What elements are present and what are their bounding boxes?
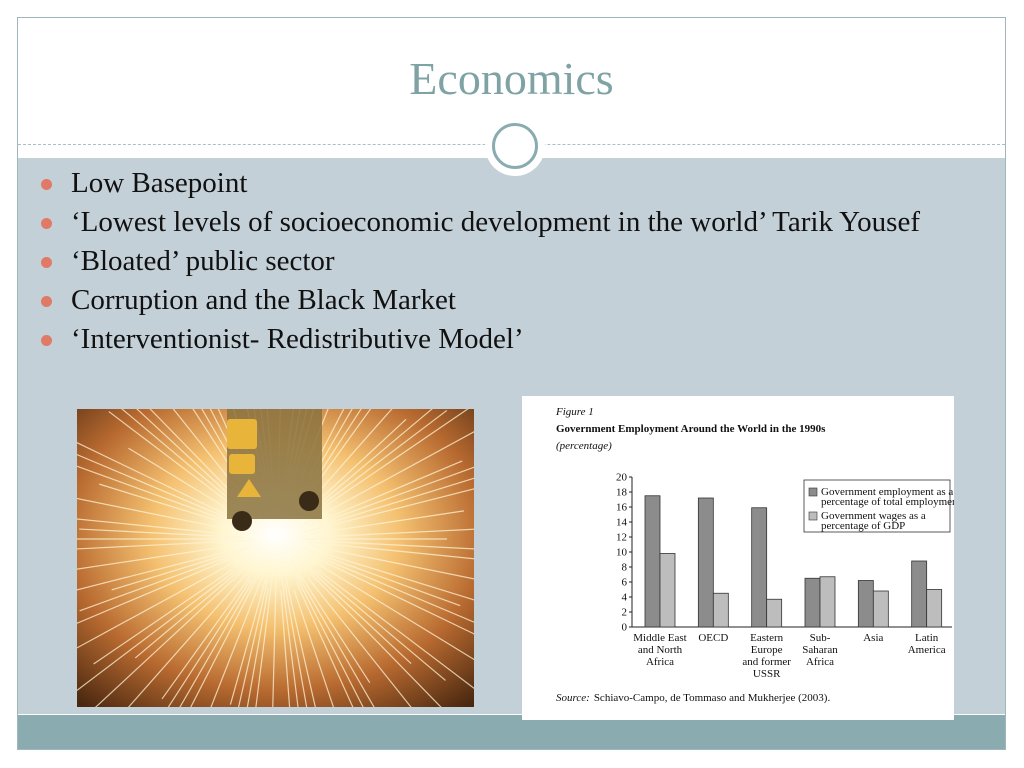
source-text: Schiavo-Campo, de Tommaso and Mukherjee (2003). bbox=[593, 692, 831, 704]
bar-employment bbox=[912, 561, 927, 627]
bullet-item bbox=[41, 168, 981, 199]
bar-wages bbox=[767, 599, 782, 627]
bar-wages bbox=[713, 593, 728, 627]
y-tick-label: 4 bbox=[621, 591, 627, 604]
x-tick-label: OECD bbox=[698, 632, 729, 644]
legend-label: Government wages as a percentage of GDP bbox=[821, 510, 926, 532]
bullet-text: Corruption and the Black Market bbox=[71, 284, 456, 316]
sparks-photo-art bbox=[77, 409, 474, 707]
chart-subtitle: (percentage) bbox=[556, 440, 612, 452]
source-prefix: Source: bbox=[556, 692, 590, 704]
bullet-dot-icon bbox=[41, 335, 52, 346]
bullet-dot-icon bbox=[41, 296, 52, 307]
bar-employment bbox=[645, 496, 660, 627]
y-tick-label: 0 bbox=[621, 621, 627, 634]
bar-chart bbox=[522, 396, 954, 720]
slide-title: Economics bbox=[409, 53, 614, 104]
bullet-dot-icon bbox=[41, 179, 52, 190]
footer-band bbox=[18, 715, 1005, 750]
bullet-text: ‘Lowest levels of socioeconomic development in the world’ Tarik Yousef bbox=[71, 206, 920, 238]
bullet-text: ‘Interventionist- Redistributive Model’ bbox=[71, 323, 524, 355]
y-tick-label: 2 bbox=[621, 606, 627, 619]
sparks-photo bbox=[77, 409, 474, 707]
bullet-item bbox=[41, 324, 981, 355]
x-tick-label: Sub-Saharan Africa bbox=[802, 632, 838, 668]
y-tick-label: 10 bbox=[616, 546, 627, 559]
bar-employment bbox=[805, 578, 820, 627]
y-tick-label: 6 bbox=[621, 576, 627, 589]
y-tick-label: 18 bbox=[616, 486, 627, 499]
y-tick-label: 8 bbox=[621, 561, 627, 574]
y-tick-label: 16 bbox=[616, 501, 627, 514]
slide bbox=[17, 17, 1006, 750]
chart-title: Government Employment Around the World in the 1990s bbox=[556, 423, 826, 435]
bullet-text: ‘Bloated’ public sector bbox=[71, 245, 335, 277]
bullet-item bbox=[41, 285, 981, 316]
bullet-list bbox=[41, 168, 981, 363]
bar-wages bbox=[873, 591, 888, 627]
bar-employment bbox=[752, 508, 767, 627]
legend-swatch bbox=[809, 488, 817, 496]
bullet-item bbox=[41, 207, 981, 238]
bar-wages bbox=[660, 554, 675, 628]
x-tick-label: Asia bbox=[863, 632, 884, 644]
legend-label: Government employment as a percentage of total employment bbox=[821, 486, 954, 508]
bullet-dot-icon bbox=[41, 218, 52, 229]
chart-source bbox=[556, 692, 830, 704]
bullet-text: Low Basepoint bbox=[71, 167, 248, 199]
x-tick-label: Eastern Europe and former USSR bbox=[742, 632, 791, 680]
bar-wages bbox=[927, 590, 942, 628]
x-tick-label: Middle East and North Africa bbox=[633, 632, 687, 668]
chart-legend bbox=[804, 480, 954, 532]
bullet-item bbox=[41, 246, 981, 277]
y-tick-label: 14 bbox=[616, 516, 627, 529]
figure-label: Figure 1 bbox=[556, 406, 594, 418]
bar-employment bbox=[858, 581, 873, 628]
y-tick-label: 12 bbox=[616, 531, 627, 544]
bullet-dot-icon bbox=[41, 257, 52, 268]
machine-head bbox=[227, 409, 322, 531]
legend-swatch bbox=[809, 512, 817, 520]
y-tick-label: 20 bbox=[616, 471, 627, 484]
bar-wages bbox=[820, 577, 835, 627]
figure-panel bbox=[522, 396, 954, 720]
divider-ornament-ring bbox=[492, 123, 538, 169]
bar-employment bbox=[698, 498, 713, 627]
x-tick-label: Latin America bbox=[907, 632, 946, 656]
